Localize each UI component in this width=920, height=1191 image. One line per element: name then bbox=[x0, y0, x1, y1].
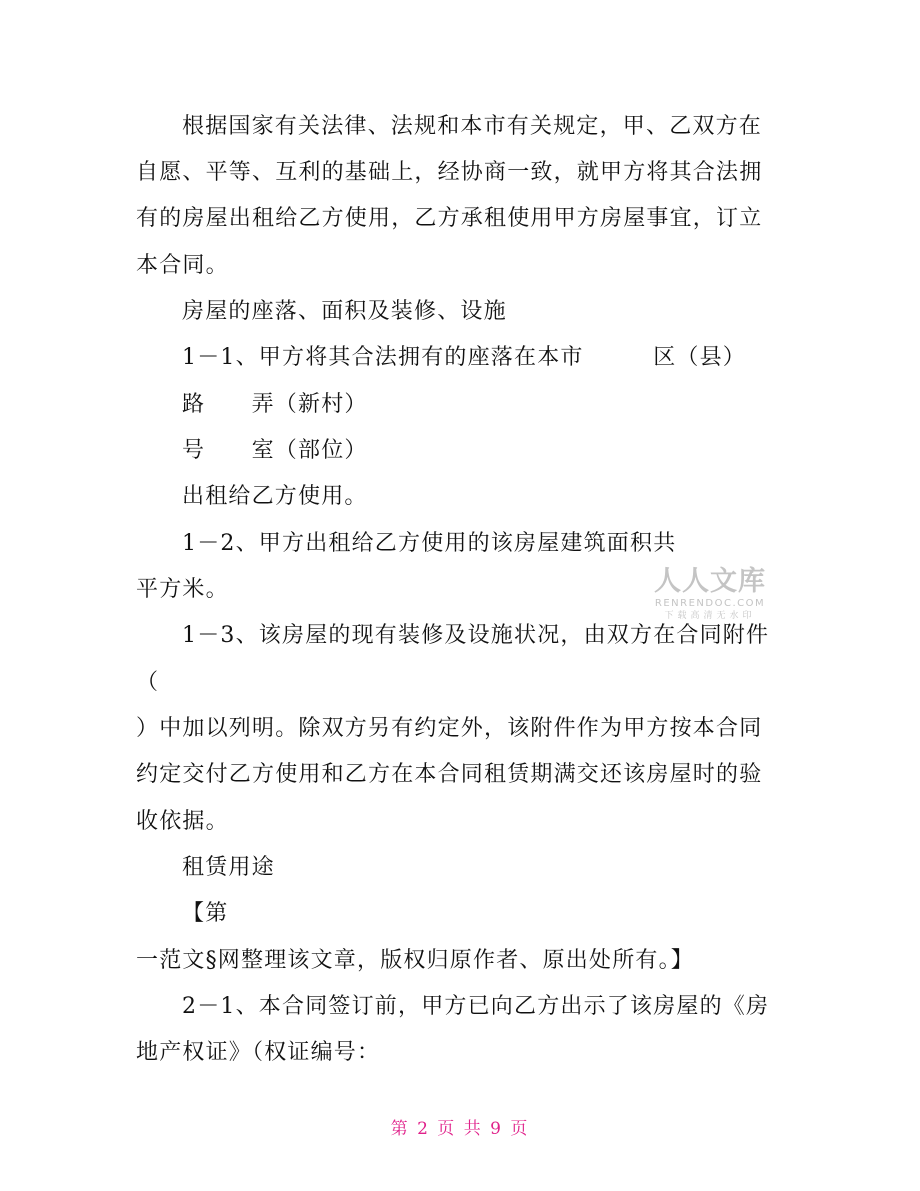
page-number: 第 2 页 共 9 页 bbox=[390, 1119, 530, 1139]
text-line: 收依据。 bbox=[136, 809, 229, 834]
text-line: 1－2、甲方出租给乙方使用的该房屋建筑面积共 bbox=[182, 531, 677, 556]
section-heading: 房屋的座落、面积及装修、设施 bbox=[182, 299, 507, 324]
text-line: ）中加以列明。除双方另有约定外，该附件作为甲方按本合同 bbox=[136, 716, 763, 741]
text-line: （ bbox=[136, 670, 160, 695]
watermark-tagline: 下载高清无水印 bbox=[664, 611, 756, 621]
watermark-logo bbox=[648, 566, 772, 622]
text-line: 1－3、该房屋的现有装修及设施状况，由双方在合同附件 bbox=[182, 623, 770, 648]
text-line: 平方米。 bbox=[136, 577, 229, 602]
text-line: 有的房屋出租给乙方使用，乙方承租使用甲方房屋事宜，订立 bbox=[136, 206, 763, 231]
text-line: 约定交付乙方使用和乙方在本合同租赁期满交还该房屋时的验 bbox=[136, 762, 763, 787]
watermark-title: 人人文库 bbox=[654, 566, 766, 597]
text-line: 号 室（部位） bbox=[182, 438, 368, 463]
watermark-site: RENRENDOC.COM bbox=[654, 598, 766, 609]
text-line: 地产权证》（权证编号： bbox=[136, 1040, 381, 1065]
text-line: 【第 bbox=[182, 901, 229, 926]
section-heading: 租赁用途 bbox=[182, 855, 275, 880]
text-line: 一范文§网整理该文章，版权归原作者、原出处所有。】 bbox=[136, 948, 695, 973]
text-line: 2－1、本合同签订前，甲方已向乙方出示了该房屋的《房 bbox=[182, 994, 770, 1019]
text-line: 根据国家有关法律、法规和本市有关规定，甲、乙双方在 bbox=[182, 114, 763, 139]
text-line: 自愿、平等、互利的基础上，经协商一致，就甲方将其合法拥 bbox=[136, 160, 763, 185]
text-line: 本合同。 bbox=[136, 253, 229, 278]
text-line: 1－1、甲方将其合法拥有的座落在本市 区（县） bbox=[182, 345, 746, 370]
text-line: 出租给乙方使用。 bbox=[182, 484, 368, 509]
text-line: 路 弄（新村） bbox=[182, 392, 368, 417]
